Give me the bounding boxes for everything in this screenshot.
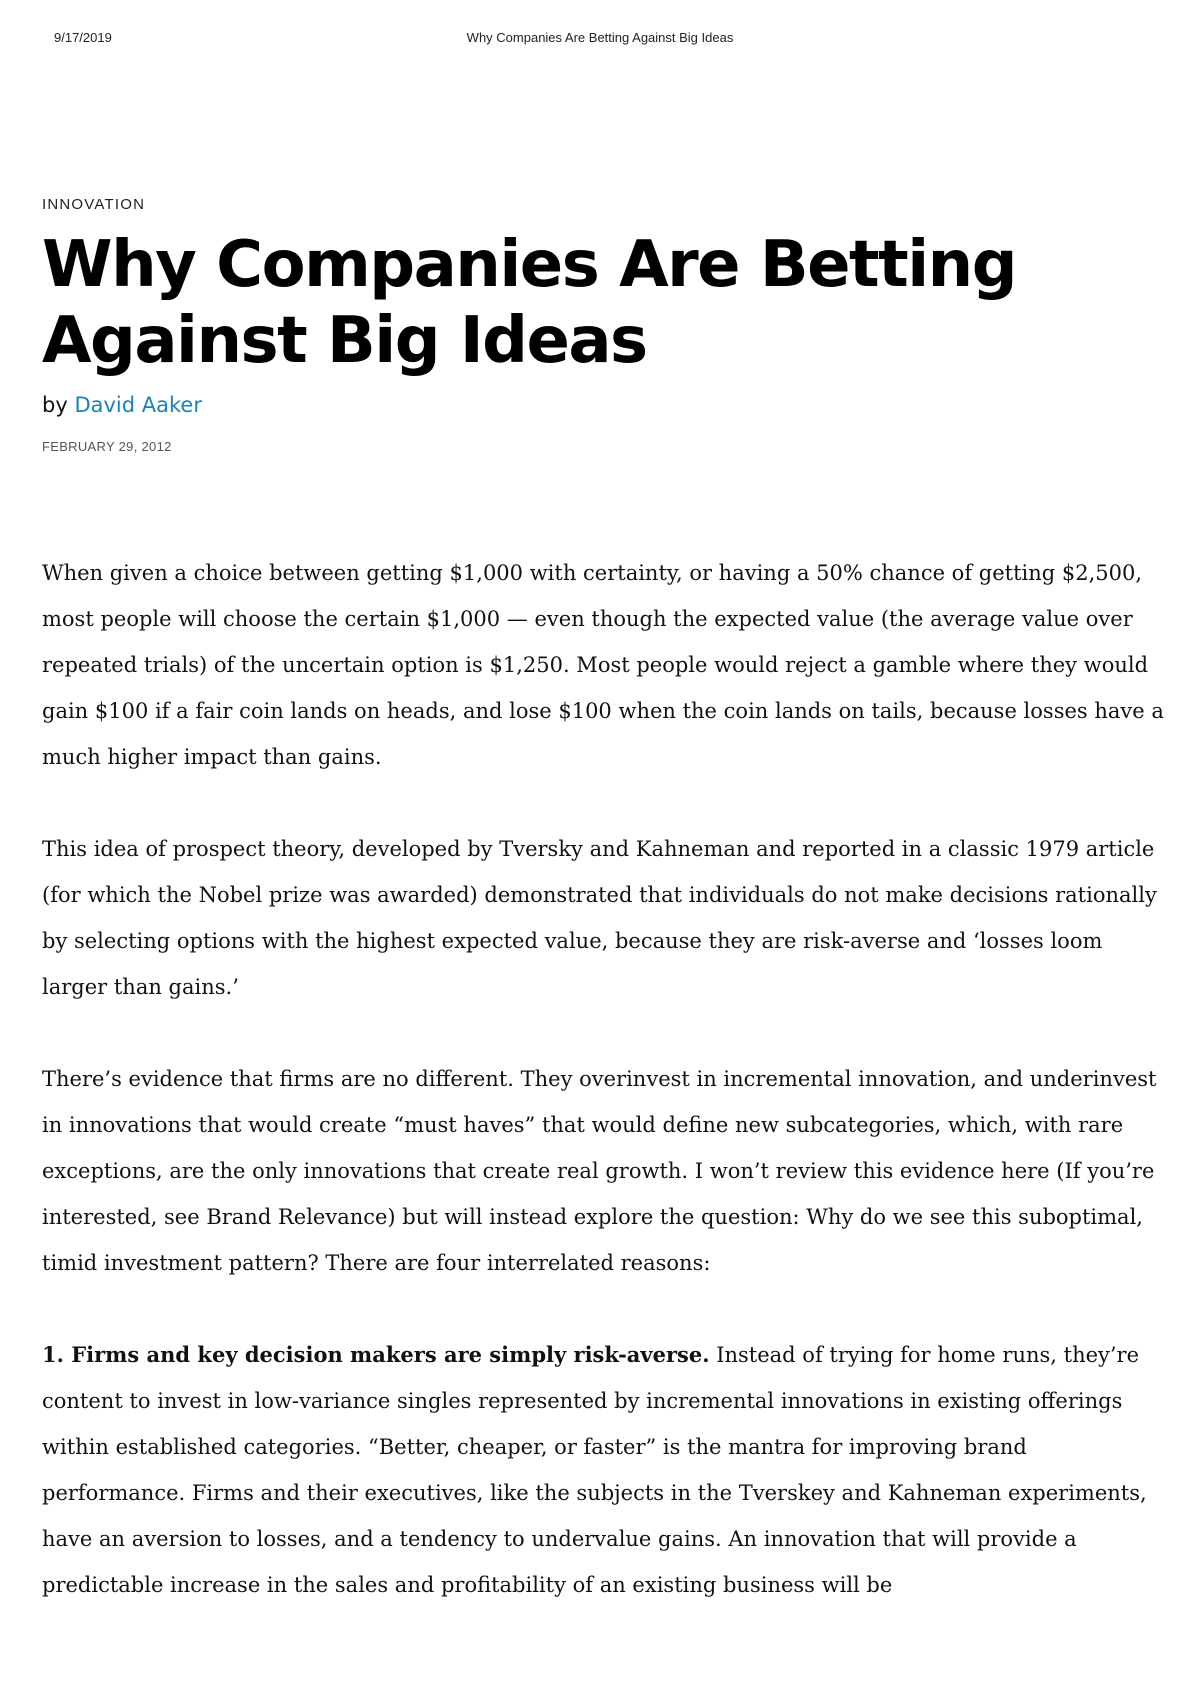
topic-link[interactable]: INNOVATION xyxy=(42,196,146,213)
author-link[interactable]: David Aaker xyxy=(74,393,202,417)
point-1-text: Instead of trying for home runs, they’re content to invest in low-variance singles represented by incremental innovations in existing offerings within established categories. “Better, cheaper, or faster” is the mantra for improving brand performance. Firms and their executives, like the subjects in the Tverskey and Kahneman experiments, have an aversion to losses, and a tendency to undervalue gains. An innovation that will provide a predictable increase in the sales and profitability of an existing business will be xyxy=(42,1343,1147,1597)
publish-date: FEBRUARY 29, 2012 xyxy=(42,439,172,454)
byline-prefix: by xyxy=(42,393,68,417)
print-date: 9/17/2019 xyxy=(54,30,112,45)
print-page-title: Why Companies Are Betting Against Big Ideas xyxy=(466,30,734,45)
paragraph-2: This idea of prospect theory, developed by Tversky and Kahneman and reported in a classic 1979 article (for which the Nobel prize was awarded) demonstrated that individuals do not make decisions rationally by selecting options with the highest expected value, because they are risk-averse and ‘losses loom larger than gains.’ xyxy=(42,837,1157,999)
article-body xyxy=(42,550,1172,1608)
byline xyxy=(42,393,1172,417)
paragraph-3: There’s evidence that firms are no different. They overinvest in incremental innovation, and underinvest in innovations that would create “must haves” that would define new subcategories, which, with rare exceptions, are the only innovations that create real growth. I won’t review this evidence here (If you’re interested, see Brand Relevance) but will instead explore the question: Why do we see this suboptimal, timid investment pattern? There are four interrelated reasons: xyxy=(42,1067,1157,1275)
paragraph-1: When given a choice between getting $1,000 with certainty, or having a 50% chance of getting $2,500, most people will choose the certain $1,000 — even though the expected value (the average value over repeated trials) of the uncertain option is $1,250. Most people would reject a gamble where they would gain $100 if a fair coin lands on heads, and lose $100 when the coin lands on tails, because losses have a much higher impact than gains. xyxy=(42,561,1164,769)
article-headline: Why Companies Are Betting Against Big Ideas xyxy=(42,228,1017,378)
print-header xyxy=(0,30,1200,50)
point-1-lead: 1. Firms and key decision makers are simply risk-averse. xyxy=(42,1342,710,1367)
article xyxy=(42,196,1172,1654)
paragraph-4 xyxy=(42,1332,1172,1608)
